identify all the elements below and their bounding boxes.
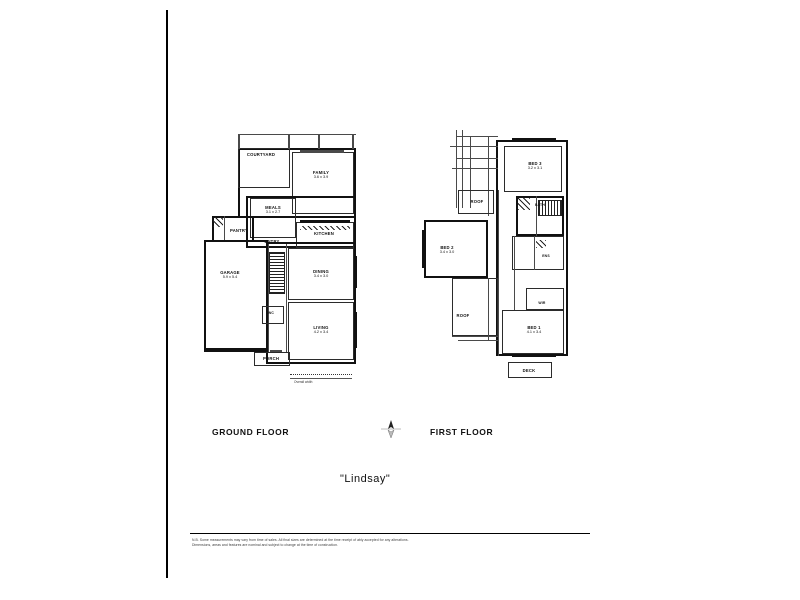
ff-inner-wall [498, 190, 499, 356]
gf-garage-door [206, 348, 266, 351]
label-courtyard-name: COURTYARD [246, 152, 276, 157]
ground-floor-title: GROUND FLOOR [212, 427, 290, 437]
label-bed3-dim: 3.2 x 3.1 [527, 166, 543, 170]
label-entry [259, 239, 285, 244]
label-family [304, 170, 338, 180]
label-garage-name: GARAGE [220, 270, 240, 275]
label-living-name: LIVING [313, 325, 329, 330]
label-wir-name: WIR [538, 301, 546, 305]
label-courtyard [239, 152, 283, 157]
label-meals-name: MEALS [265, 205, 281, 210]
label-porch [256, 356, 286, 361]
label-entry-name: ENTRY [264, 239, 280, 244]
gf-pantry-divider [224, 216, 225, 242]
ff-wir-outline [526, 288, 564, 310]
label-wc-name: WC [267, 311, 275, 315]
label-living [303, 325, 339, 335]
gf-kitchen-bench [300, 220, 350, 223]
label-wc [263, 311, 279, 316]
label-bed1-dim: 4.1 x 3.4 [526, 330, 542, 334]
ff-bed3-window [512, 138, 556, 141]
gf-laundry-tub [213, 217, 223, 227]
label-ens [537, 254, 555, 259]
disclaimer-line-1: N.B. Some measurements may vary from time of sales. All final sizes are determined at the time receipt of ably accepted for any alterations. [192, 538, 409, 542]
gf-dimension-line [290, 378, 352, 379]
gf-wall-stub-1 [318, 135, 320, 149]
ff-roof-line-h4 [452, 168, 498, 169]
label-wir [532, 301, 552, 306]
label-dining-dim: 3.4 x 3.0 [313, 274, 329, 278]
plan-name: "Lindsay" [340, 473, 391, 485]
gf-hall-wall-right [286, 244, 287, 352]
first-floor-title: FIRST FLOOR [430, 427, 494, 437]
label-bath-name: BATH [535, 203, 545, 207]
label-ens-name: ENS [542, 254, 550, 258]
ff-lower-roof [452, 278, 498, 336]
label-bed2 [430, 245, 464, 255]
gf-dimension-ticks [290, 374, 352, 375]
label-roof-upper-name: ROOF [470, 199, 484, 204]
label-roof-lower-name: ROOF [456, 313, 470, 318]
ff-lower-roof-edge [452, 336, 498, 337]
label-garage [208, 270, 252, 280]
label-bed1-name: BED 1 [527, 325, 541, 330]
label-meals-dim: 3.1 x 2.7 [265, 210, 281, 214]
ff-bath-fixture [518, 198, 530, 210]
gf-meals-outline [250, 198, 296, 238]
gf-wall-stub-2 [352, 135, 354, 149]
ff-lower-roof-edge2 [458, 340, 498, 341]
gf-kitchen-island [300, 226, 350, 230]
ff-bed1-window [512, 354, 556, 357]
gf-dimension-text: Overall width [294, 380, 313, 384]
disclaimer-block [192, 538, 588, 547]
label-bed2-name: BED 2 [440, 245, 454, 250]
label-family-name: FAMILY [312, 170, 330, 175]
gf-garage-outline [204, 240, 268, 352]
disclaimer-line-2: Dimensions, areas and features are nominal and subject to change at the time of construction. [192, 542, 339, 547]
ff-roof-line-h1 [456, 136, 498, 137]
label-dining-name: DINING [313, 269, 329, 274]
label-pantry-name: PANTRY [230, 228, 248, 233]
label-meals [256, 205, 290, 215]
ff-bed2-window [422, 230, 425, 268]
gf-staircase [269, 252, 285, 294]
label-kitchen [304, 231, 344, 236]
ff-ens-divider [534, 236, 535, 270]
gf-dining-window [354, 256, 357, 288]
label-bed3 [518, 161, 552, 171]
ff-inner-wall-2 [514, 236, 515, 310]
gf-top-guide [238, 134, 356, 135]
label-roof-lower [450, 313, 476, 318]
gf-living-window [354, 312, 357, 348]
ff-roof-line-h2 [450, 146, 498, 147]
label-family-dim: 3.6 x 3.9 [313, 175, 329, 179]
label-dining [303, 269, 339, 279]
label-living-dim: 4.2 x 3.4 [313, 330, 329, 334]
page-edge-rule [166, 10, 168, 578]
ff-lower-roof-v [488, 278, 489, 340]
ff-ens-fixture [536, 240, 546, 248]
disclaimer-rule [190, 533, 590, 534]
label-roof-upper [464, 199, 490, 204]
label-bath [530, 203, 550, 208]
gf-courtyard-fence-right [288, 135, 290, 149]
ff-bath-divider [536, 196, 537, 236]
label-deck-name: DECK [522, 368, 536, 373]
gf-entry-door [270, 350, 282, 352]
label-bed2-dim: 3.4 x 3.0 [439, 250, 455, 254]
north-compass-icon [378, 418, 404, 440]
label-deck [515, 368, 543, 373]
label-bed1 [517, 325, 551, 335]
label-kitchen-name: KITCHEN [313, 231, 334, 236]
label-garage-dim: 5.9 x 5.4 [222, 275, 238, 279]
gf-courtyard-fence-left [238, 135, 240, 149]
label-porch-name: PORCH [262, 356, 280, 361]
label-pantry [226, 228, 252, 233]
label-bed3-name: BED 3 [528, 161, 542, 166]
gf-family-window [300, 150, 344, 153]
ff-roof-line-v1 [456, 130, 457, 208]
ff-roof-line-h3 [456, 158, 498, 159]
